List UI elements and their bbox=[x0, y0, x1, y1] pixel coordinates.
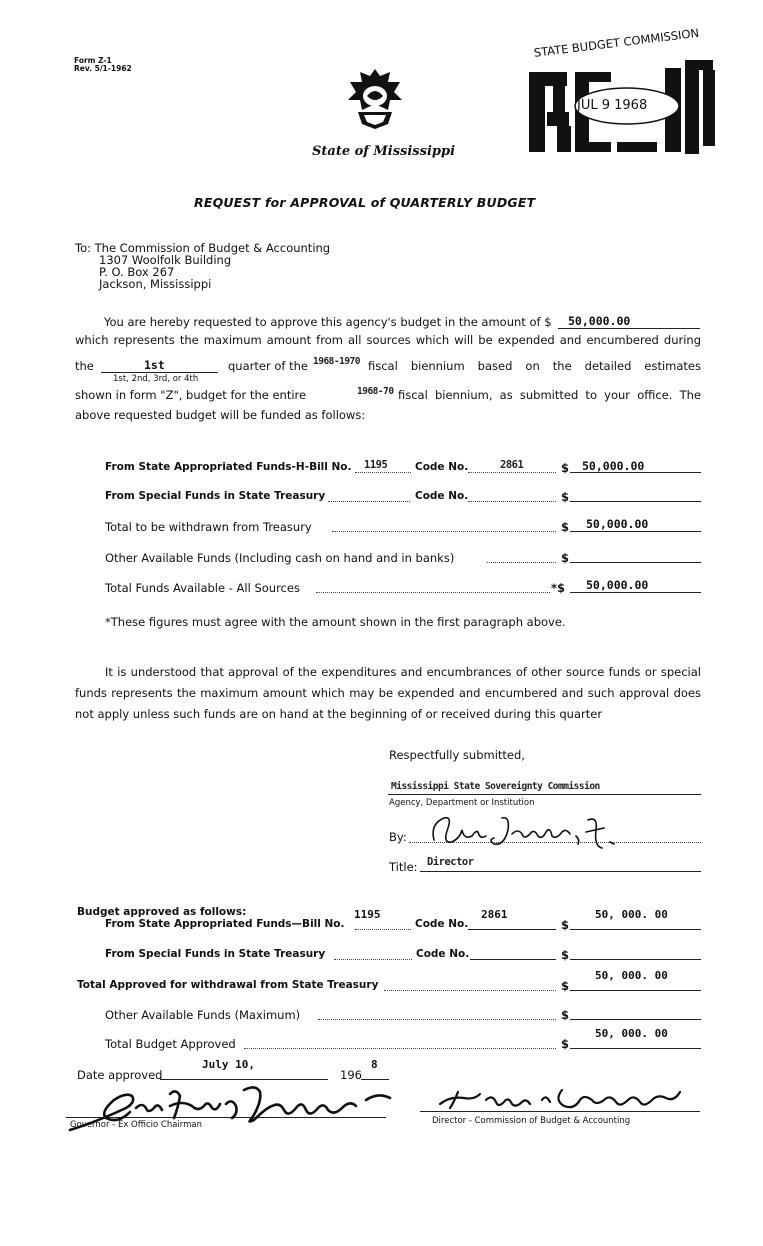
request-text-form-z: shown in form "Z", budget for the entire bbox=[75, 388, 307, 402]
funding-row5-label: Total Funds Available - All Sources bbox=[105, 581, 300, 595]
funding-row1-amount: 50,000.00 bbox=[582, 459, 645, 473]
form-revision: Rev. 5/1-1962 bbox=[74, 64, 132, 73]
approval-code-label-2: Code No. bbox=[416, 948, 470, 960]
funding-row5-dollar: *$ bbox=[551, 581, 566, 595]
funding-row2-dollar: $ bbox=[561, 490, 570, 504]
approval-row3-label: Total Approved for withdrawal from State Treasury bbox=[77, 979, 379, 991]
date-approved-year-prefix: 196 bbox=[340, 1068, 362, 1082]
request-text-the: the bbox=[75, 359, 94, 373]
governor-signature bbox=[66, 1078, 406, 1142]
approval-row5-label: Total Budget Approved bbox=[105, 1037, 236, 1051]
approval-row1-bill: 1195 bbox=[354, 908, 381, 921]
stamp-agency: STATE BUDGET COMMISSION bbox=[533, 25, 700, 60]
date-approved-value: July 10, bbox=[202, 1058, 255, 1071]
funding-code-label-2: Code No. bbox=[415, 490, 469, 502]
approval-row5-amount: 50, 000. 00 bbox=[595, 1027, 668, 1040]
received-stamp bbox=[527, 25, 717, 154]
funding-row2-label: From Special Funds in State Treasury bbox=[105, 490, 326, 502]
commission-director-signature bbox=[434, 1080, 694, 1120]
eagle-emblem-icon bbox=[348, 69, 402, 129]
request-text-2: which represents the maximum amount from all sources which will be expended and encumbered during bbox=[75, 333, 701, 347]
address-line-1: To: The Commission of Budget & Accounting bbox=[75, 241, 331, 255]
funding-row4-dollar: $ bbox=[561, 551, 570, 565]
address-line-4: Jackson, Mississippi bbox=[99, 277, 212, 291]
funding-row1-bill: 1195 bbox=[364, 459, 388, 471]
title-label: Title: bbox=[389, 860, 418, 874]
respectfully-submitted: Respectfully submitted, bbox=[389, 748, 525, 762]
stamp-date: JUL 9 1968 bbox=[577, 98, 648, 113]
request-text-fiscal: fiscal biennium based on the detailed estimates bbox=[368, 359, 701, 373]
approval-row1-label: From State Appropriated Funds—Bill No. bbox=[105, 918, 345, 930]
funding-row3-dollar: $ bbox=[561, 520, 570, 534]
quarter-hint: 1st, 2nd, 3rd, or 4th bbox=[113, 374, 199, 384]
state-name: State of Mississippi bbox=[312, 144, 456, 159]
approval-row3-dollar: $ bbox=[561, 979, 570, 993]
approval-row4-dollar: $ bbox=[561, 1008, 570, 1022]
approval-row3-amount: 50, 000. 00 bbox=[595, 969, 668, 982]
understood-paragraph: It is understood that approval of the expenditures and encumbrances of other source funds or special funds represents the maximum amount which may be expended and encumbered and such approval does not apply unless such funds are on hand at the beginning of or received during this quarter bbox=[75, 665, 701, 721]
request-text-biennium: fiscal biennium, as submitted to your office. The bbox=[398, 388, 701, 402]
governor-caption: Governor - Ex Officio Chairman bbox=[70, 1120, 203, 1130]
funding-row1-label: From State Appropriated Funds-H-Bill No. bbox=[105, 461, 352, 473]
funding-row1-dollar: $ bbox=[561, 461, 570, 475]
agency-caption: Agency, Department or Institution bbox=[389, 798, 535, 808]
form-title: REQUEST for APPROVAL of QUARTERLY BUDGET bbox=[194, 195, 536, 210]
approval-row2-label: From Special Funds in State Treasury bbox=[105, 948, 326, 960]
address-line-2: 1307 Woolfolk Building bbox=[99, 253, 232, 267]
by-label: By: bbox=[389, 830, 407, 844]
approval-row5-dollar: $ bbox=[561, 1037, 570, 1051]
approval-row1-amount: 50, 000. 00 bbox=[595, 908, 668, 921]
request-text-funded: above requested budget will be funded as follows: bbox=[75, 408, 366, 422]
approval-row4-label: Other Available Funds (Maximum) bbox=[105, 1008, 301, 1022]
commission-director-caption: Director - Commission of Budget & Accounting bbox=[432, 1116, 631, 1126]
approval-header: Budget approved as follows: bbox=[77, 906, 247, 918]
state-seal bbox=[344, 66, 406, 136]
biennium-year-2: 1968-70 bbox=[357, 386, 394, 397]
funding-row1-code: 2861 bbox=[500, 459, 524, 471]
director-signature bbox=[428, 810, 628, 858]
approval-row1-dollar: $ bbox=[561, 918, 570, 932]
request-amount: 50,000.00 bbox=[568, 314, 631, 328]
date-approved-year-digit: 8 bbox=[371, 1058, 378, 1071]
approval-code-label-1: Code No. bbox=[415, 918, 469, 930]
address-line-3: P. O. Box 267 bbox=[99, 265, 175, 279]
form-number: Form Z-1 bbox=[74, 56, 112, 65]
funding-code-label-1: Code No. bbox=[415, 461, 469, 473]
biennium-year: 1968-1970 bbox=[313, 356, 360, 367]
agency-name: Mississippi State Sovereignty Commission bbox=[391, 781, 600, 792]
funding-row5-amount: 50,000.00 bbox=[586, 578, 649, 592]
date-approved-label: Date approved bbox=[77, 1068, 163, 1082]
approval-row2-dollar: $ bbox=[561, 948, 570, 962]
quarter-value: 1st bbox=[144, 358, 165, 372]
request-text-1: You are hereby requested to approve this agency's budget in the amount of $ bbox=[104, 315, 552, 329]
funding-row3-label: Total to be withdrawn from Treasury bbox=[105, 520, 312, 534]
figures-note: *These figures must agree with the amount shown in the first paragraph above. bbox=[105, 615, 566, 629]
funding-row3-amount: 50,000.00 bbox=[586, 517, 649, 531]
approval-row1-code: 2861 bbox=[481, 908, 508, 921]
request-text-quarter-of: quarter of the bbox=[228, 359, 308, 373]
title-value: Director bbox=[427, 856, 474, 868]
funding-row4-label: Other Available Funds (Including cash on hand and in banks) bbox=[105, 551, 455, 565]
